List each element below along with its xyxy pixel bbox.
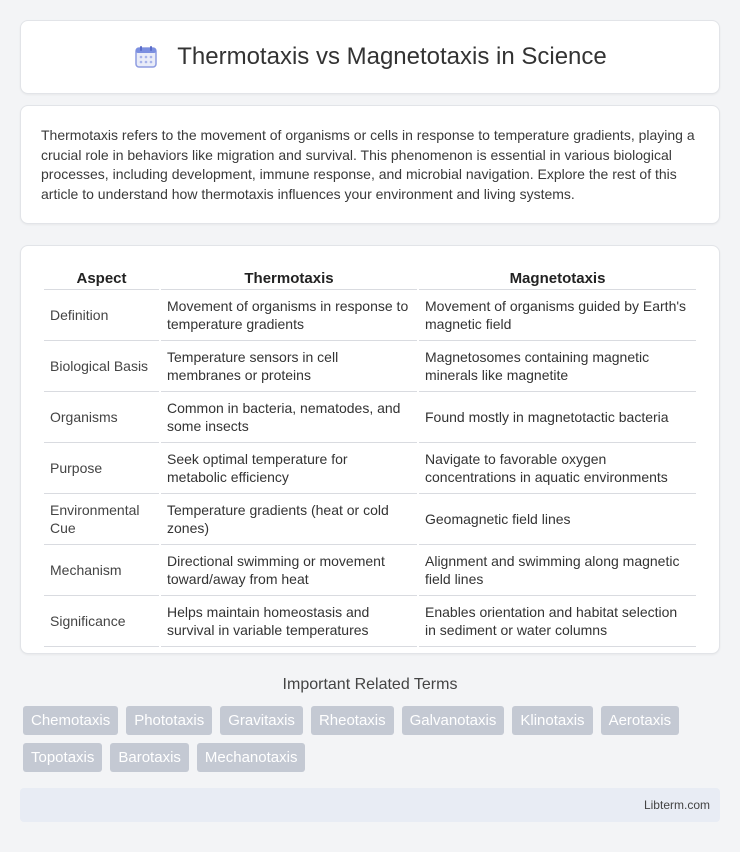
row-thermotaxis: Temperature sensors in cell membranes or proteins	[161, 341, 417, 392]
tag-phototaxis[interactable]: Phototaxis	[126, 706, 212, 735]
row-thermotaxis: Common in bacteria, nematodes, and some insects	[161, 392, 417, 443]
row-aspect: Mechanism	[44, 545, 159, 596]
row-magnetotaxis: Found mostly in magnetotactic bacteria	[419, 392, 696, 443]
table-row	[44, 341, 696, 392]
tag-mechanotaxis[interactable]: Mechanotaxis	[197, 743, 306, 772]
row-thermotaxis: Helps maintain homeostasis and survival in variable temperatures	[161, 596, 417, 647]
row-aspect: Purpose	[44, 443, 159, 494]
calendar-icon	[133, 44, 159, 70]
column-header-aspect: Aspect	[44, 266, 159, 290]
tag-gravitaxis[interactable]: Gravitaxis	[220, 706, 303, 735]
row-thermotaxis: Temperature gradients (heat or cold zones)	[161, 494, 417, 545]
row-magnetotaxis: Geomagnetic field lines	[419, 494, 696, 545]
row-aspect: Significance	[44, 596, 159, 647]
column-header-magnetotaxis: Magnetotaxis	[419, 266, 696, 290]
related-terms-title: Important Related Terms	[282, 676, 458, 693]
table-row	[44, 290, 696, 341]
comparison-table	[42, 266, 698, 647]
table-row	[44, 494, 696, 545]
table-header-row	[44, 266, 696, 290]
tag-rheotaxis[interactable]: Rheotaxis	[311, 706, 394, 735]
row-magnetotaxis: Alignment and swimming along magnetic field lines	[419, 545, 696, 596]
table-row	[44, 443, 696, 494]
row-aspect: Environmental Cue	[44, 494, 159, 545]
page-title: Thermotaxis vs Magnetotaxis in Science	[177, 43, 607, 70]
tag-topotaxis[interactable]: Topotaxis	[23, 743, 102, 772]
footer	[20, 788, 720, 822]
row-magnetotaxis: Enables orientation and habitat selection in sediment or water columns	[419, 596, 696, 647]
row-aspect: Definition	[44, 290, 159, 341]
row-magnetotaxis: Magnetosomes containing magnetic minerals like magnetite	[419, 341, 696, 392]
footer-site-link[interactable]: Libterm.com	[643, 798, 710, 812]
intro-card	[20, 105, 720, 224]
row-thermotaxis: Seek optimal temperature for metabolic efficiency	[161, 443, 417, 494]
comparison-table-card	[20, 245, 720, 654]
tag-chemotaxis[interactable]: Chemotaxis	[23, 706, 118, 735]
table-row	[44, 596, 696, 647]
tag-barotaxis[interactable]: Barotaxis	[110, 743, 189, 772]
tag-aerotaxis[interactable]: Aerotaxis	[601, 706, 680, 735]
related-terms-tags	[20, 706, 720, 772]
tag-klinotaxis[interactable]: Klinotaxis	[512, 706, 592, 735]
row-magnetotaxis: Navigate to favorable oxygen concentrations in aquatic environments	[419, 443, 696, 494]
row-aspect: Organisms	[44, 392, 159, 443]
tag-galvanotaxis[interactable]: Galvanotaxis	[402, 706, 505, 735]
related-terms-section	[20, 676, 720, 772]
row-magnetotaxis: Movement of organisms guided by Earth's magnetic field	[419, 290, 696, 341]
row-thermotaxis: Movement of organisms in response to temperature gradients	[161, 290, 417, 341]
row-aspect: Biological Basis	[44, 341, 159, 392]
header	[20, 20, 720, 94]
column-header-thermotaxis: Thermotaxis	[161, 266, 417, 290]
row-thermotaxis: Directional swimming or movement toward/away from heat	[161, 545, 417, 596]
intro-text: Thermotaxis refers to the movement of organisms or cells in response to temperature gradients, playing a crucial role in behaviors like migration and survival. This phenomenon is essential in various biological processes, including development, immune response, and microbial navigation. Explore the rest of this article to understand how thermotaxis influences your environment and living systems.	[41, 127, 695, 202]
table-row	[44, 392, 696, 443]
table-row	[44, 545, 696, 596]
